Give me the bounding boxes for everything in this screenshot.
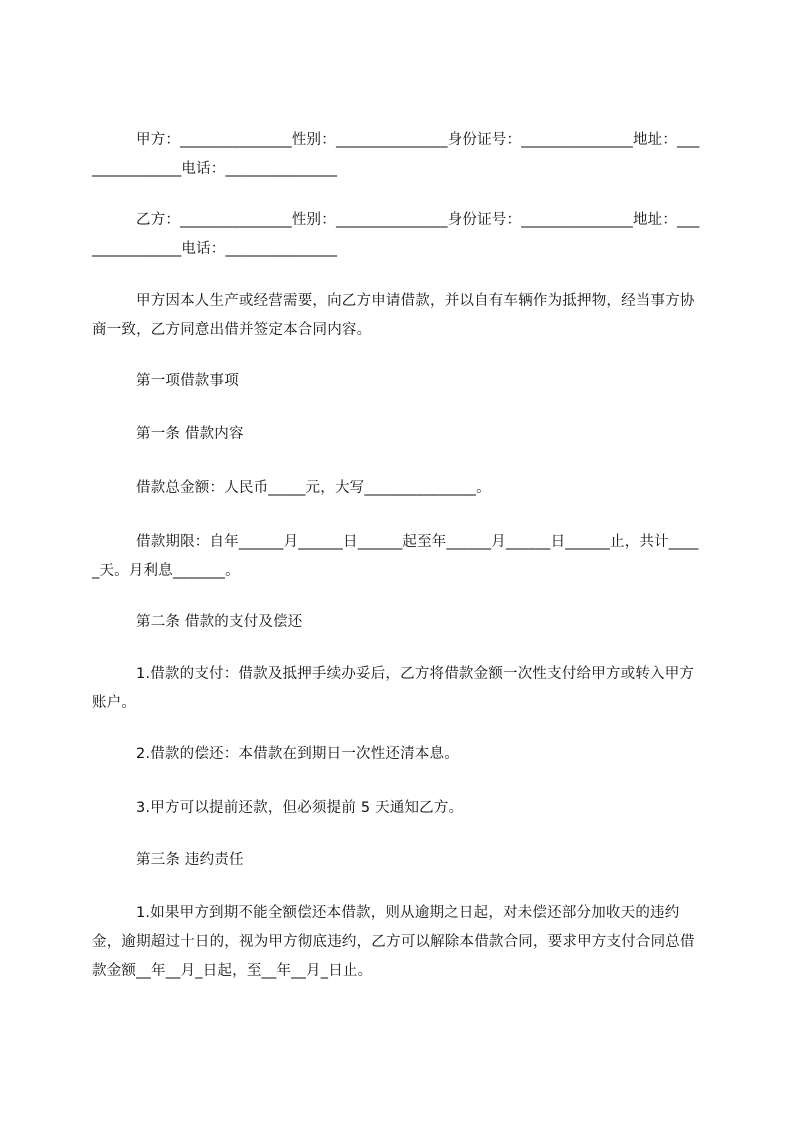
party-a-info: 甲方：_______________性别：_______________身份证号：_______________地址：_______________电话：_______________	[92, 132, 700, 177]
payment-clause: 1.借款的支付：借款及抵押手续办妥后，乙方将借款金额一次性支付给甲方或转入甲方账户。	[92, 666, 695, 711]
early-repayment-clause: 3.甲方可以提前还款，但必须提前 5 天通知乙方。	[136, 800, 464, 816]
article-1-heading: 第一条 借款内容	[136, 426, 244, 442]
breach-clause: 1.如果甲方到期不能全额偿还本借款，则从逾期之日起，对未偿还部分加收天的违约金，逾期超过十日的，视为甲方彻底违约，乙方可以解除本借款合同，要求甲方支付合同总借款金额__年__月_日起，至__年__月_日止。	[92, 905, 695, 979]
article-3-heading: 第三条 违约责任	[136, 852, 244, 868]
article-2-heading: 第二条 借款的支付及偿还	[136, 614, 303, 630]
section-heading-loan-matters: 第一项借款事项	[136, 373, 239, 389]
repayment-clause: 2.借款的偿还：本借款在到期日一次性还清本息。	[136, 746, 459, 762]
party-b-info: 乙方：_______________性别：_______________身份证号：_______________地址：_______________电话：_______________	[92, 212, 700, 257]
loan-term-paragraph: 借款期限：自年______月______日______起至年______月______日______止，共计_____天。月利息_______。	[92, 534, 699, 579]
preamble-paragraph: 甲方因本人生产或经营需要，向乙方申请借款，并以自有车辆作为抵押物，经当事方协商一致，乙方同意出借并签定本合同内容。	[92, 293, 695, 338]
loan-amount-line: 借款总金额：人民币_____元，大写_______________。	[136, 480, 491, 496]
